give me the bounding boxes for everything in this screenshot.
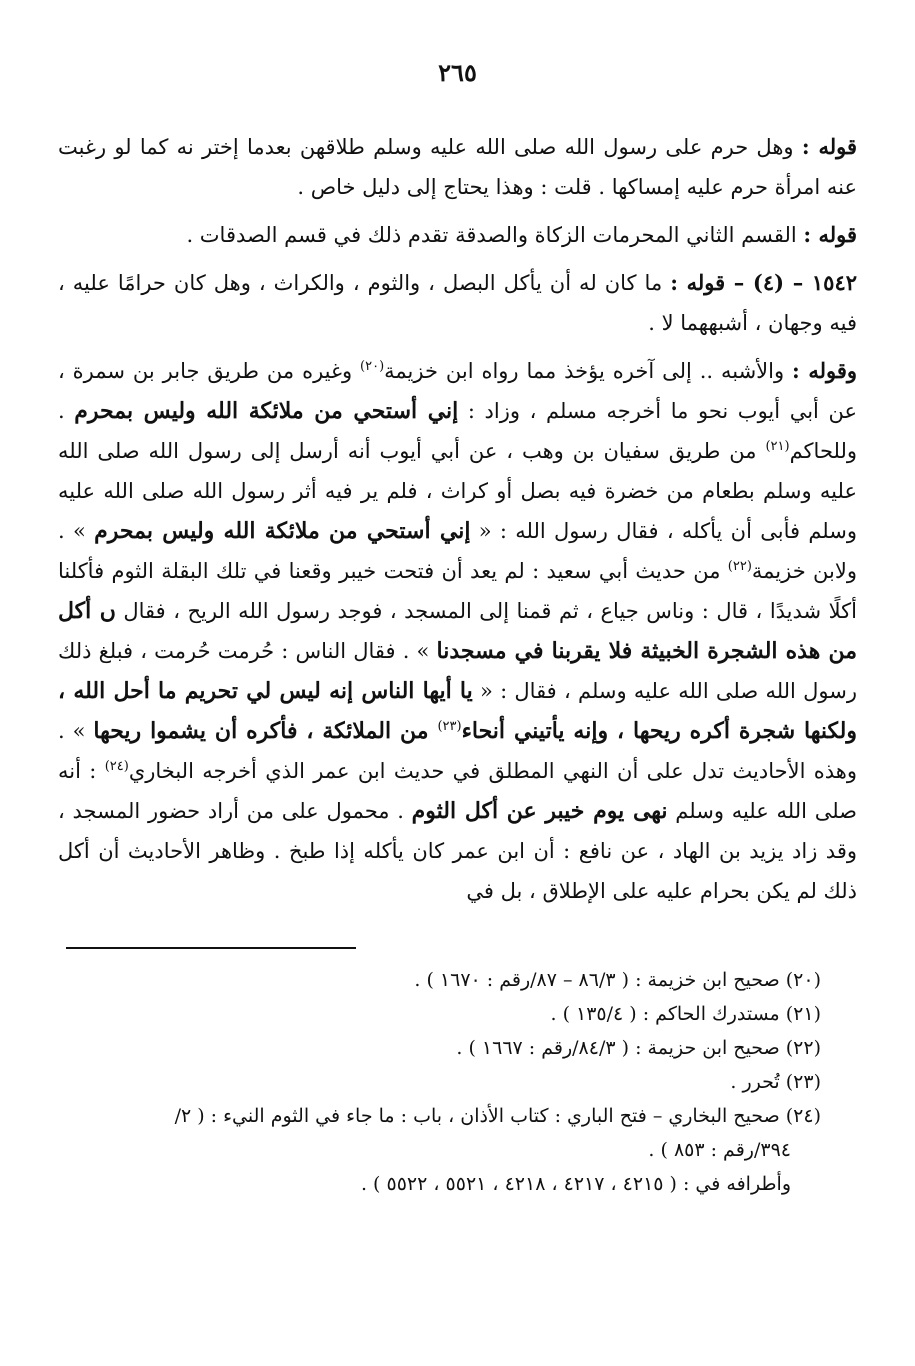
paragraph-label: وقوله :: [792, 358, 858, 383]
hadith-quote: من الملائكة ، فأكره أن يشموا ريحها: [93, 718, 438, 744]
footnote-22: (٢٢) صحيح ابن حزيمة : ( ٨٤/٣/رقم : ١٦٦٧ ) .: [456, 1037, 821, 1059]
footnote-ref-22: (٢٢): [727, 559, 752, 574]
text-segment: والأشبه .. إلى آخره يؤخذ مما رواه ابن خزيمة: [384, 359, 793, 383]
footnote-23: (٢٣) تُحرر .: [730, 1071, 821, 1093]
footnote-ref-23: (٢٣): [437, 719, 462, 734]
text-segment: : أنه صلى الله عليه وسلم: [58, 759, 857, 823]
footnote-24: (٢٤) صحيح البخاري – فتح الباري : كتاب الأذان ، باب : ما جاء في الثوم النيء : ( ٢/: [174, 1105, 821, 1127]
text-segment: » . ولابن خزيمة: [58, 519, 857, 583]
paragraph-1: [58, 127, 857, 207]
footnote-ref-21: (٢١): [765, 439, 790, 454]
footnotes: [58, 963, 857, 1201]
footnote-ref-24: (٢٤): [104, 759, 129, 774]
footnote-24-references: وأطرافه في : ( ٤٢١٥ ، ٤٢١٧ ، ٤٢١٨ ، ٥٥٢١ ، ٥٥٢٢ ) .: [360, 1173, 791, 1195]
hadith-quote: إني أستحي من ملائكة الله وليس بمحرم: [74, 398, 459, 424]
paragraph-label: قوله :: [801, 134, 857, 159]
hadith-quote: إني أستحي من ملائكة الله وليس بمحرم: [94, 518, 471, 544]
paragraph-4: [58, 351, 857, 911]
text-segment: . وللحاكم: [58, 399, 857, 463]
text-segment: » . وهذه الأحاديث تدل على أن النهي المطلق في حديث ابن عمر الذي أخرجه البخاري: [58, 719, 857, 783]
main-text: [58, 127, 857, 911]
footnote-20: (٢٠) صحيح ابن خزيمة : ( ٨٦/٣ – ٨٧/رقم : ١٦٧٠ ) .: [414, 969, 821, 991]
text-segment: من حديث أبي سعيد : لم يعد أن فتحت خيبر وقعنا في تلك البقلة الثوم فأكلنا أكلًا شديدًا ، قال : وناس جياع ، ثم قمنا إلى المسجد ، فوجد رسول الله الريح ، فقال: [58, 559, 857, 623]
paragraph-label: قوله :: [803, 222, 857, 247]
paragraph-3: [58, 263, 857, 343]
paragraph-text: القسم الثاني المحرمات الزكاة والصدقة تقدم ذلك في قسم الصدقات .: [186, 223, 804, 247]
paragraph-text: وهل حرم على رسول الله صلى الله عليه وسلم طلاقهن بعدما إختر نه كما لو رغبت عنه امرأة حرم عليه إمساكها . قلت : وهذا يحتاج إلى دليل خاص .: [58, 135, 857, 199]
text-segment: من طريق سفيان بن وهب ، عن أبي أيوب أنه أرسل إلى رسول الله صلى الله عليه وسلم بطعام من خضرة فيه بصل أو كراث ، فلم ير فيه أثر رسول الله صلى الله عليه وسلم فأبى أن يأكله ، فقال رسول الله : «: [58, 439, 858, 543]
hadith-quote: يا أيها الناس إنه ليس لي تحريم ما أحل الله ، ولكنها شجرة أكره ريحها ، وإنه يأتيني أنحاء: [58, 678, 858, 744]
paragraph-2: [58, 215, 857, 255]
footnote-21: (٢١) مستدرك الحاكم : ( ١٣٥/٤ ) .: [550, 1003, 821, 1025]
footnote-24-continued: ٣٩٤/رقم : ٨٥٣ ) .: [648, 1139, 791, 1161]
page-number: ٢٦٥: [438, 58, 477, 87]
hadith-quote: ں أكل من هذه الشجرة الخبيثة فلا يقربنا في مسجدنا: [58, 598, 857, 664]
footnote-divider: [66, 947, 356, 949]
text-segment: وغيره من طريق جابر بن سمرة ، عن أبي أيوب نحو ما أخرجه مسلم ، وزاد :: [58, 359, 857, 423]
entry-number-label: ١٥٤٢ – (٤) – قوله :: [670, 270, 858, 295]
paragraph-text: ما كان له أن يأكل البصل ، والثوم ، والكراث ، وهل كان حرامًا عليه ، فيه وجهان ، أشبههما لا .: [58, 271, 857, 335]
text-segment: . محمول على من أراد حضور المسجد ، وقد زاد يزيد بن الهاد ، عن نافع : أن ابن عمر كان يأكله إذا طبخ . وظاهر الأحاديث أن أكل ذلك لم يكن بحرام عليه على الإطلاق ، بل في: [58, 799, 857, 903]
hadith-quote: نهى يوم خيبر عن أكل الثوم: [411, 798, 668, 824]
text-segment: » . فقال الناس : حُرمت حُرمت ، فبلغ ذلك رسول الله صلى الله عليه وسلم ، فقال : «: [58, 639, 857, 703]
footnote-ref-20: (٢٠): [360, 359, 385, 374]
